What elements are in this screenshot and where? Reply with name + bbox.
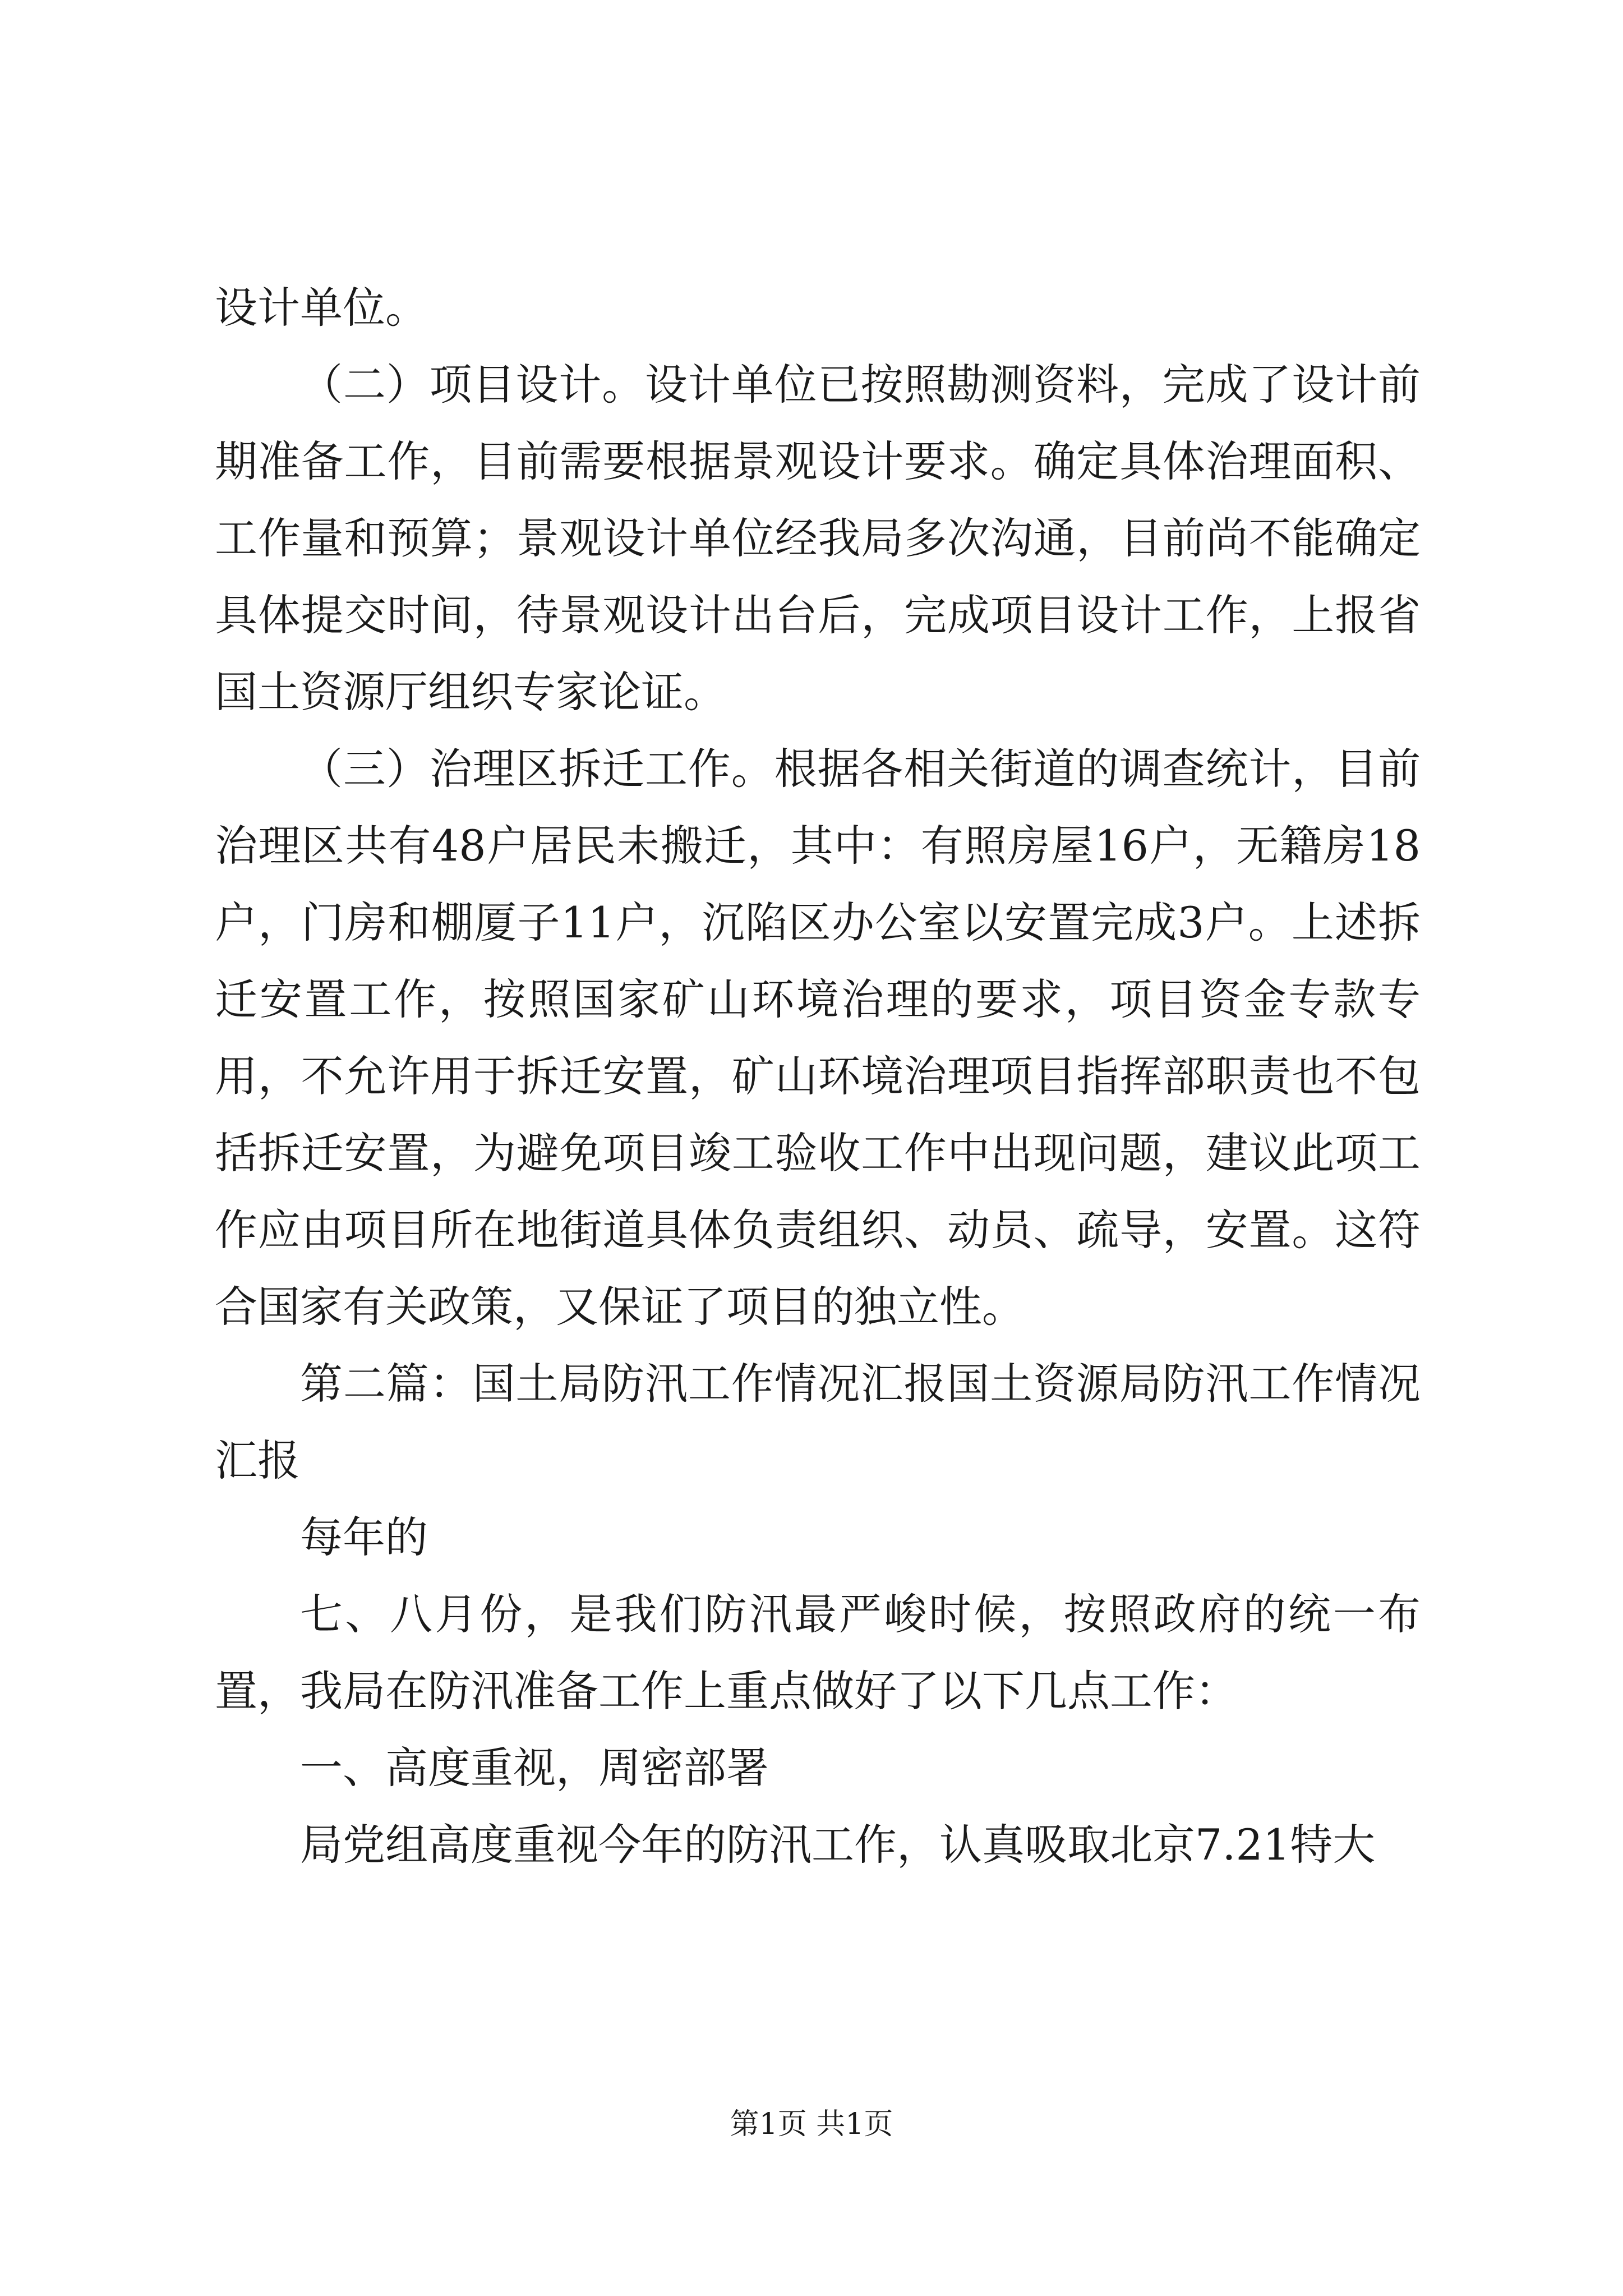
paragraph: 设计单位。 — [215, 283, 428, 333]
paragraph: 每年的 — [300, 1512, 428, 1562]
document-body — [215, 269, 1421, 1883]
page-footer: 第1页 共1页 — [730, 2108, 893, 2141]
paragraph: 第二篇：国土局防汛工作情况汇报国土资源局防汛工作情况汇报 — [215, 1359, 1421, 1485]
paragraph: 一、高度重视，周密部署 — [300, 1743, 769, 1793]
paragraph: （二）项目设计。设计单位已按照勘测资料，完成了设计前期准备工作，目前需要根据景观设计要求。确定具体治理面积、工作量和预算；景观设计单位经我局多次沟通，目前尚不能确定具体提交时间，待景观设计出台后，完成项目设计工作，上报省国土资源厅组织专家论证。 — [215, 360, 1421, 717]
paragraph: 局党组高度重视今年的防汛工作，认真吸取北京7.21特大 — [300, 1820, 1376, 1870]
paragraph: （三）治理区拆迁工作。根据各相关街道的调查统计，目前治理区共有48户居民未搬迁，其中：有照房屋16户，无籍房18户，门房和棚厦子11户，沉陷区办公室以安置完成3户。上述拆迁安置工作，按照国家矿山环境治理的要求，项目资金专款专用，不允许用于拆迁安置，矿山环境治理项目指挥部职责也不包括拆迁安置，为避免项目竣工验收工作中出现问题，建议此项工作应由项目所在地街道具体负责组织、动员、疏导，安置。这符合国家有关政策，又保证了项目的独立性。 — [215, 744, 1421, 1332]
paragraph: 七、八月份，是我们防汛最严峻时候，按照政府的统一布置，我局在防汛准备工作上重点做好了以下几点工作： — [215, 1589, 1421, 1716]
